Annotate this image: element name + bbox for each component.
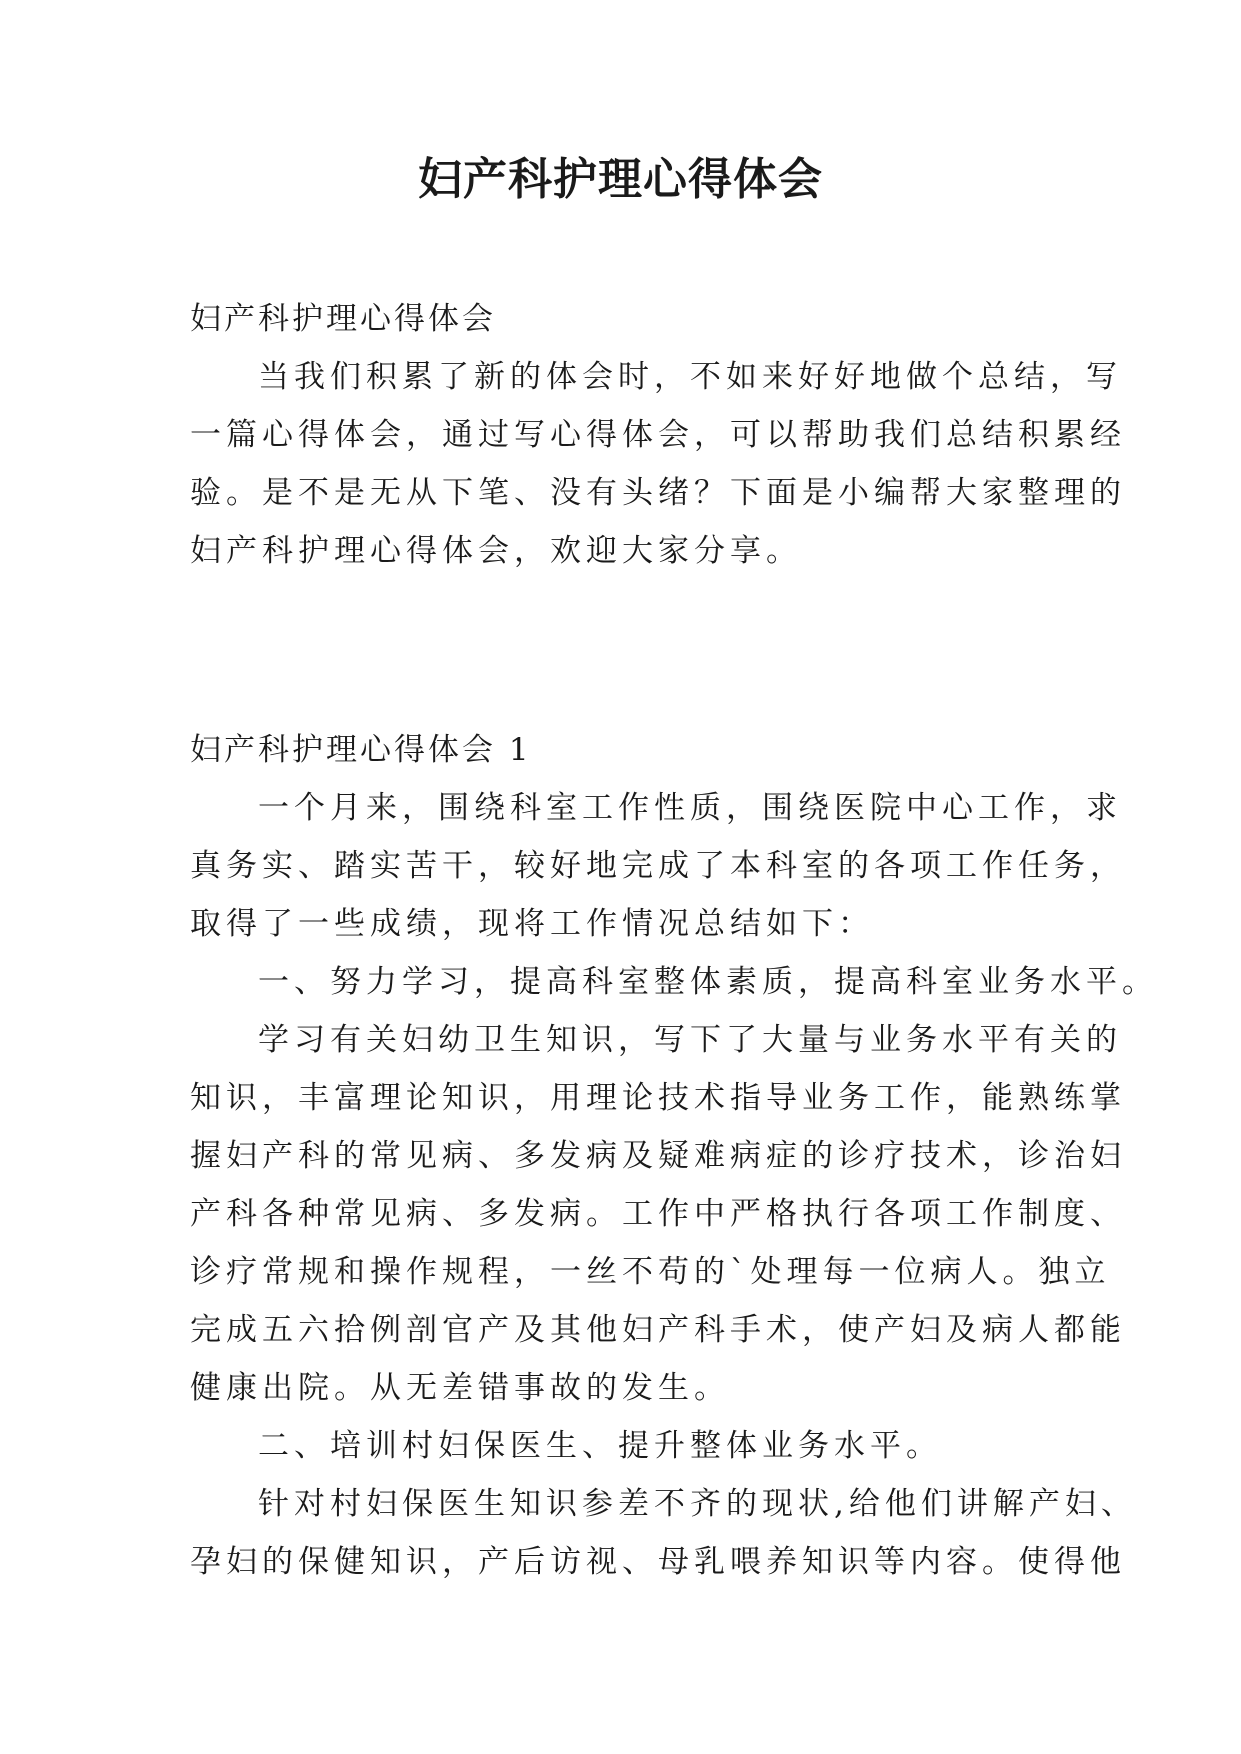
section-line: 诊疗常规和操作规程，一丝不苟的`处理每一位病人。独立 — [190, 1254, 1111, 1290]
section-line: 学习有关妇幼卫生知识，写下了大量与业务水平有关的 — [258, 1022, 1122, 1058]
section-line: 健康出院。从无差错事故的发生。 — [190, 1370, 730, 1406]
section-line: 一个月来，围绕科室工作性质，围绕医院中心工作，求 — [258, 790, 1122, 826]
section-line: 二、培训村妇保医生、提升整体业务水平。 — [258, 1428, 942, 1464]
section-line: 孕妇的保健知识，产后访视、母乳喂养知识等内容。使得他 — [190, 1544, 1126, 1580]
intro-line: 当我们积累了新的体会时，不如来好好地做个总结，写 — [258, 359, 1122, 395]
section-line: 握妇产科的常见病、多发病及疑难病症的诊疗技术，诊治妇 — [190, 1138, 1126, 1174]
intro-line: 妇产科护理心得体会，欢迎大家分享。 — [190, 533, 802, 569]
section-line: 针对村妇保医生知识参差不齐的现状,给他们讲解产妇、 — [258, 1486, 1137, 1522]
section-line: 真务实、踏实苦干，较好地完成了本科室的各项工作任务， — [190, 848, 1126, 884]
section-line: 产科各种常见病、多发病。工作中严格执行各项工作制度、 — [190, 1196, 1126, 1232]
intro-line: 一篇心得体会，通过写心得体会，可以帮助我们总结积累经 — [190, 417, 1126, 453]
section-heading: 妇产科护理心得体会 1 — [190, 732, 532, 768]
intro-heading: 妇产科护理心得体会 — [190, 301, 496, 337]
intro-line: 验。是不是无从下笔、没有头绪？下面是小编帮大家整理的 — [190, 475, 1126, 511]
section-line: 一、努力学习，提高科室整体素质，提高科室业务水平。 — [258, 964, 1158, 1000]
document-body — [190, 290, 1158, 1591]
section-spacer — [190, 580, 1060, 721]
section-line: 取得了一些成绩，现将工作情况总结如下： — [190, 906, 874, 942]
section-line: 知识，丰富理论知识，用理论技术指导业务工作，能熟练掌 — [190, 1080, 1126, 1116]
document-title: 妇产科护理心得体会 — [418, 154, 823, 205]
section-line: 完成五六拾例剖官产及其他妇产科手术，使产妇及病人都能 — [190, 1312, 1126, 1348]
